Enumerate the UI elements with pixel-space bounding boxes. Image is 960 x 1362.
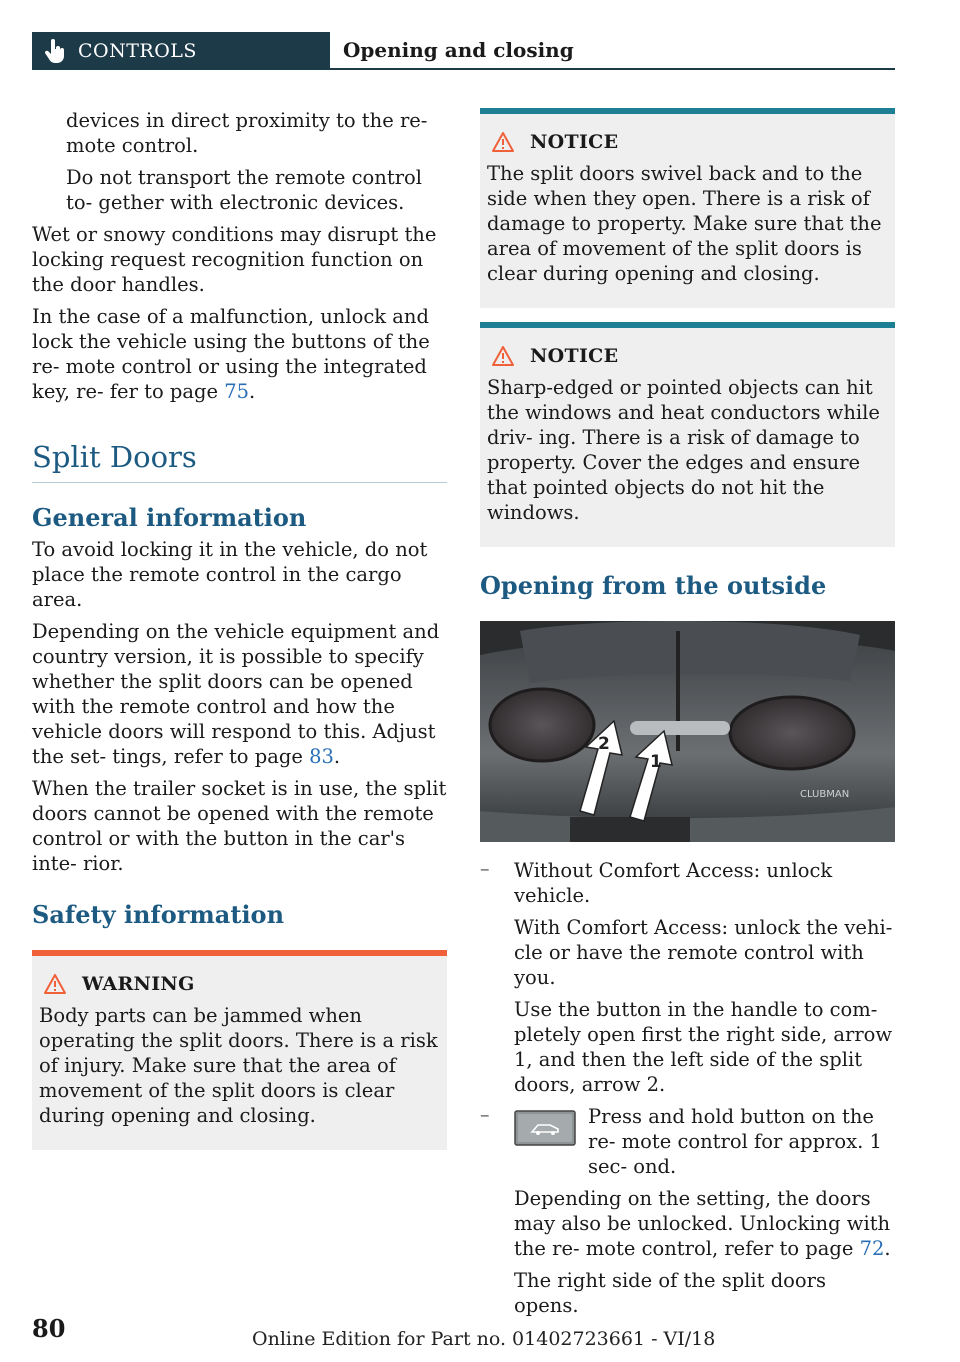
warning-triangle-icon bbox=[43, 973, 67, 995]
notice-text: Sharp-edged or pointed objects can hit the windows and heat conductors while driv‐ ing. There is a risk of damage to property. Cover the edges and ensure that pointed objects do not hit the windows. bbox=[487, 376, 880, 524]
chapter-title: Opening and closing bbox=[343, 38, 574, 62]
arrow-2-label: 2 bbox=[598, 734, 610, 754]
section-tab-label: CONTROLS bbox=[78, 40, 197, 62]
paragraph: Use the button in the handle to com‐ pletely open first the right side, arrow 1, and then the left side of the split doors, arrow 2. bbox=[514, 998, 893, 1096]
list-dash: – bbox=[480, 858, 490, 880]
notice-title bbox=[487, 130, 887, 154]
notice-text: The split doors swivel back and to the side when they open. There is a risk of damage to property. Make sure that the area of movement of the split doors is clear during opening and closing. bbox=[487, 162, 882, 285]
paragraph bbox=[32, 304, 447, 404]
text: Depending on the vehicle equipment and country version, it is possible to specify whether the split doors can be opened with the remote control and how the vehicle doors will respond to this. Adjust the set‐ tings, refer to page bbox=[32, 620, 440, 768]
header-rule bbox=[330, 68, 895, 70]
text: Depending on the setting, the doors may also be unlocked. Unlocking with the re‐ mote control, refer to page bbox=[514, 1187, 891, 1260]
subsection-heading: General information bbox=[32, 503, 307, 532]
paragraph: Do not transport the remote control to‐ gether with electronic devices. bbox=[66, 166, 422, 214]
warning-title bbox=[39, 972, 439, 996]
page-number: 80 bbox=[32, 1314, 66, 1343]
clubman-badge: CLUBMAN bbox=[800, 789, 850, 800]
paragraph: With Comfort Access: unlock the vehi‐ cle or have the remote control with you. bbox=[514, 916, 893, 989]
warning-label: WARNING bbox=[82, 973, 195, 995]
subsection-heading: Safety information bbox=[32, 900, 285, 929]
warning-triangle-icon bbox=[491, 345, 515, 367]
paragraph: Press and hold button on the re‐ mote control for approx. 1 sec‐ ond. bbox=[588, 1105, 882, 1178]
arrow-1-label: 1 bbox=[650, 752, 662, 772]
text: . bbox=[333, 745, 341, 768]
paragraph: Without Comfort Access: unlock vehicle. bbox=[514, 859, 833, 907]
notice-box bbox=[480, 108, 895, 308]
paragraph: Wet or snowy conditions may disrupt the locking request recognition function on the door handles. bbox=[32, 223, 437, 296]
page-link-75[interactable]: 75 bbox=[224, 380, 250, 403]
split-doors-photo bbox=[480, 621, 895, 842]
paragraph bbox=[32, 619, 447, 769]
paragraph: devices in direct proximity to the re‐ mote control. bbox=[66, 109, 428, 157]
paragraph: When the trailer socket is in use, the split doors cannot be opened with the remote control or with the button in the car's inte‐ rior. bbox=[32, 777, 447, 875]
list-item bbox=[480, 1104, 895, 1318]
left-column bbox=[32, 108, 447, 1164]
section-tab[interactable] bbox=[32, 32, 330, 70]
notice-title bbox=[487, 344, 887, 368]
text: . bbox=[884, 1237, 891, 1260]
notice-box bbox=[480, 322, 895, 547]
text: In the case of a malfunction, unlock and lock the vehicle using the buttons of the re‐ mote control or using the integrated key, re‐ fer to page bbox=[32, 305, 430, 403]
subsection-heading: Opening from the outside bbox=[480, 571, 827, 600]
warning-box bbox=[32, 950, 447, 1150]
paragraph: To avoid locking it in the vehicle, do not place the remote control in the cargo area. bbox=[32, 538, 428, 611]
page-link-72[interactable]: 72 bbox=[859, 1237, 885, 1260]
page-header bbox=[32, 32, 895, 70]
page-link-83[interactable]: 83 bbox=[309, 745, 334, 768]
section-heading: Split Doors bbox=[32, 440, 447, 483]
hand-pointer-icon bbox=[44, 39, 66, 63]
paragraph bbox=[514, 1186, 895, 1261]
car-trunk-button-icon bbox=[514, 1110, 576, 1146]
list-dash: – bbox=[480, 1104, 490, 1126]
notice-label: NOTICE bbox=[530, 345, 619, 367]
warning-triangle-icon bbox=[491, 131, 515, 153]
edition-footer: Online Edition for Part no. 01402723661 - VI/18 bbox=[252, 1328, 716, 1350]
text: . bbox=[249, 380, 256, 403]
paragraph: The right side of the split doors opens. bbox=[514, 1269, 826, 1317]
notice-label: NOTICE bbox=[530, 131, 619, 153]
key-instruction bbox=[514, 1104, 895, 1186]
right-column bbox=[480, 108, 895, 1325]
warning-text: Body parts can be jammed when operating the split doors. There is a risk of injury. Make sure that the area of movement of the split doors is clear during opening and closing. bbox=[39, 1004, 438, 1127]
list-item bbox=[480, 858, 895, 1097]
